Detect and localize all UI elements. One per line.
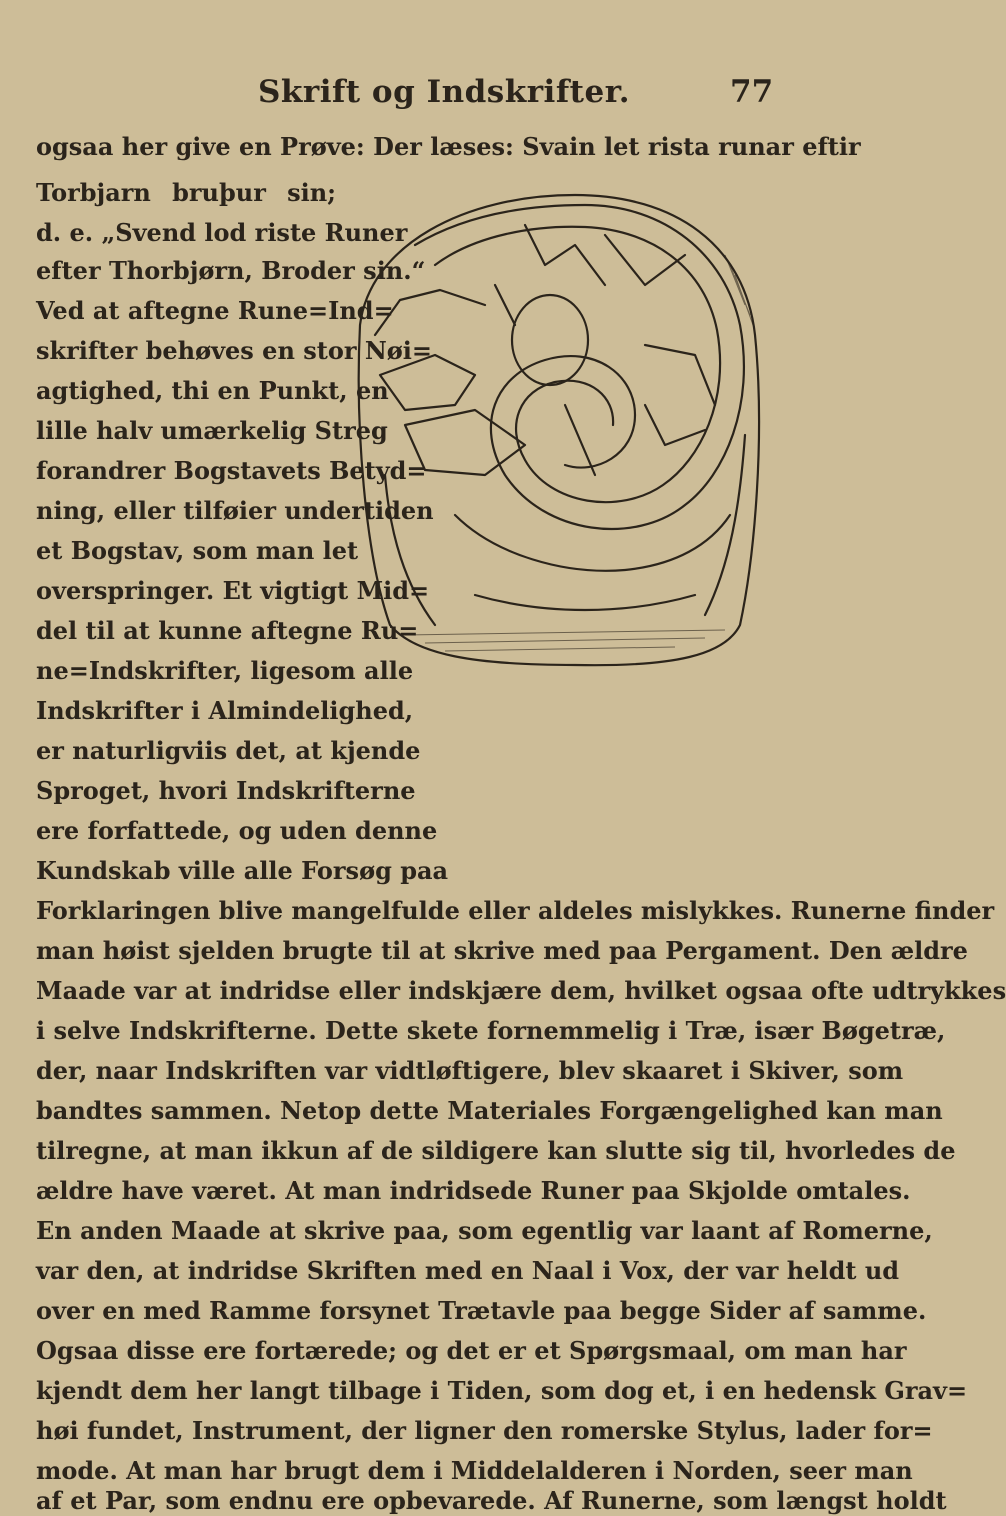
- text-line: man høist sjelden brugte til at skrive med paa Pergament. Den ældre: [36, 936, 968, 965]
- text-line: et Bogstav, som man let: [36, 536, 359, 565]
- text-line: Forklaringen blive mangelfulde eller aldeles mislykkes. Runerne finder: [36, 896, 995, 925]
- text-line: Ogsaa disse ere fortærede; og det er et Spørgsmaal, om man har: [36, 1336, 907, 1365]
- text-line: overspringer. Et vigtigt Mid=: [36, 576, 430, 605]
- text-line: er naturligviis det, at kjende: [36, 736, 421, 765]
- text-line: skrifter behøves en stor Nøi=: [36, 336, 433, 365]
- runestone-engraving: [345, 175, 775, 670]
- text-line: der, naar Indskriften var vidtløftigere, blev skaaret i Skiver, som: [36, 1056, 904, 1085]
- text-line: Torbjarn bruþur sin;: [36, 178, 336, 207]
- text-line: ne=Indskrifter, ligesom alle: [36, 656, 414, 685]
- text-line: Maade var at indridse eller indskjære dem, hvilket ogsaa ofte udtrykkes: [36, 976, 1006, 1005]
- text-line: d. e. „Svend lod riste Runer: [36, 218, 408, 247]
- runestone-illustration: [345, 175, 775, 670]
- text-line: mode. At man har brugt dem i Middelalderen i Norden, seer man: [36, 1456, 913, 1485]
- text-line: tilregne, at man ikkun af de sildigere kan slutte sig til, hvorledes de: [36, 1136, 956, 1165]
- text-line: over en med Ramme forsynet Trætavle paa begge Sider af samme.: [36, 1296, 927, 1325]
- text-line: En anden Maade at skrive paa, som egentlig var laant af Romerne,: [36, 1216, 933, 1245]
- text-line: ældre have været. At man indridsede Runer paa Skjolde omtales.: [36, 1176, 911, 1205]
- text-line: ning, eller tilføier undertiden: [36, 496, 434, 525]
- text-line: efter Thorbjørn, Broder sin.“: [36, 256, 426, 285]
- text-line: lille halv umærkelig Streg: [36, 416, 388, 445]
- text-line: kjendt dem her langt tilbage i Tiden, som dog et, i en hedensk Grav=: [36, 1376, 968, 1405]
- text-line: Kundskab ville alle Forsøg paa: [36, 856, 449, 885]
- text-line: ogsaa her give en Prøve: Der læses: Svain let rista runar eftir: [36, 132, 861, 161]
- text-line: bandtes sammen. Netop dette Materiales Forgængelighed kan man: [36, 1096, 943, 1125]
- text-line: var den, at indridse Skriften med en Naal i Vox, der var heldt ud: [36, 1256, 900, 1285]
- text-line: høi fundet, Instrument, der ligner den romerske Stylus, lader for=: [36, 1416, 933, 1445]
- text-line: ere forfattede, og uden denne: [36, 816, 438, 845]
- page-title: Skrift og Indskrifter.: [258, 74, 630, 110]
- page-number: 77: [730, 74, 774, 110]
- text-line: af et Par, som endnu ere opbevarede. Af Runerne, som længst holdt: [36, 1486, 947, 1515]
- text-line: Indskrifter i Almindelighed,: [36, 696, 414, 725]
- text-line: agtighed, thi en Punkt, en: [36, 376, 389, 405]
- text-line: forandrer Bogstavets Betyd=: [36, 456, 427, 485]
- text-line: Sproget, hvori Indskrifterne: [36, 776, 416, 805]
- text-line: Ved at aftegne Rune=Ind=: [36, 296, 394, 325]
- running-header: [0, 74, 850, 114]
- text-line: del til at kunne aftegne Ru=: [36, 616, 419, 645]
- text-line: i selve Indskrifterne. Dette skete fornemmelig i Træ, især Bøgetræ,: [36, 1016, 946, 1045]
